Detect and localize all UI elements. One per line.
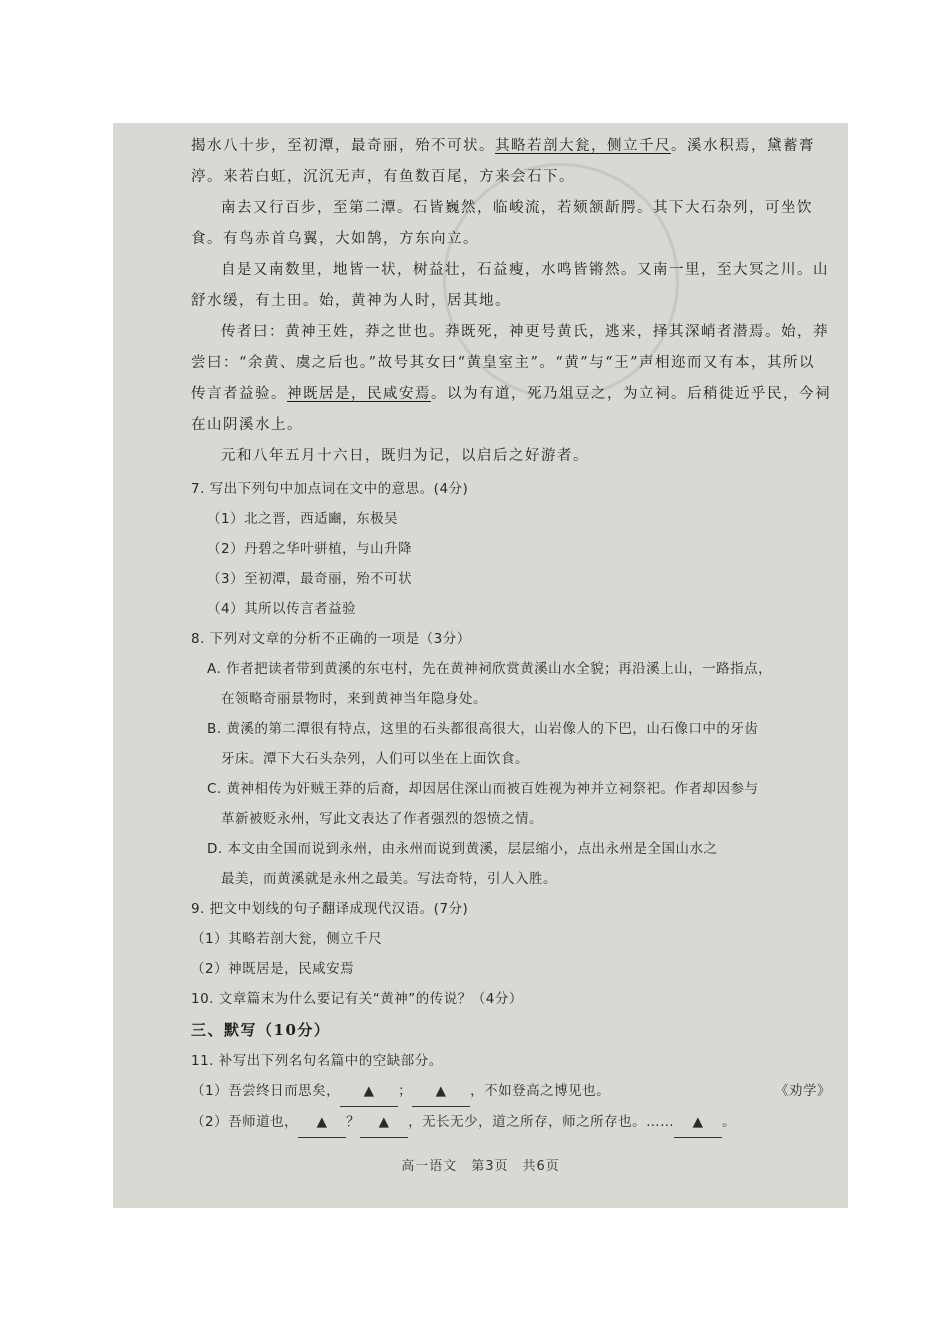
- question-10-stem: 10. 文章篇末为什么要记有关“黄神”的传说？（4分）: [191, 991, 523, 1007]
- exam-page: [191, 131, 831, 1138]
- question-7: [191, 474, 831, 624]
- answer-blank[interactable]: ▲: [340, 1076, 398, 1107]
- answer-blank[interactable]: ▲: [360, 1107, 408, 1138]
- option-b-continued: 牙床。潭下大石头杂列，人们可以坐在上面饮食。: [221, 751, 529, 767]
- section-3-title: 三、默写（10分）: [191, 1021, 331, 1039]
- question-8-stem: 8. 下列对文章的分析不正确的一项是（3分）: [191, 631, 471, 647]
- question-9-item: （2）神既居是，民咸安焉: [191, 961, 355, 977]
- question-7-item: （2）丹碧之华叶骈植，与山升降: [207, 541, 413, 557]
- question-8: [191, 624, 831, 894]
- question-7-item: （4）其所以传言者益验: [207, 601, 357, 617]
- question-9: [191, 894, 831, 984]
- exam-photo: [113, 123, 848, 1208]
- passage-paragraph-1: 揭水八十步，至初潭，最奇丽，殆不可状。其略若剖大瓮，侧立千尺。溪水积焉，黛蓄膏渟。来若白虹，沉沉无声，有鱼数百尾，方来会石下。: [191, 138, 815, 185]
- passage-paragraph-3: 自是又南数里，地皆一状，树益壮，石益瘦，水鸣皆锵然。又南一里，至大冥之川。山舒水缓，有土田。始，黄神为人时，居其地。: [191, 262, 829, 309]
- option-d-continued: 最美，而黄溪就是永州之最美。写法奇特，引人入胜。: [221, 871, 557, 887]
- question-11-line-1: （1）吾尝终日而思矣， ▲ ； ▲ ，不如登高之博见也。 《劝学》: [191, 1076, 831, 1107]
- option-c: C. 黄神相传为奸贼王莽的后裔，却因居住深山而被百姓视为神并立祠祭祀。作者却因参与: [207, 781, 759, 797]
- question-7-item: （3）至初潭，最奇丽，殆不可状: [207, 571, 413, 587]
- option-b: B. 黄溪的第二潭很有特点，这里的石头都很高很大，山岩像人的下巴，山石像口中的牙齿: [207, 721, 759, 737]
- answer-blank[interactable]: ▲: [298, 1107, 346, 1138]
- answer-blank[interactable]: ▲: [674, 1107, 722, 1138]
- source-label: 《劝学》: [775, 1083, 831, 1099]
- passage-paragraph-4: 传者曰：黄神王姓，莽之世也。莽既死，神更号黄氏，逃来，择其深峭者潜焉。始，莽尝曰：“余黄、虞之后也。”故号其女曰“黄皇室主”。“黄”与“王”声相迩而又有本，其所以传言者益验。神既居是，民咸安焉。以为有道，死乃俎豆之，为立祠。后稍徙近乎民，今祠在山阴溪水上。: [191, 324, 831, 433]
- answer-blank[interactable]: ▲: [412, 1076, 470, 1107]
- question-11-stem: 11. 补写出下列名句名篇中的空缺部分。: [191, 1053, 443, 1069]
- underlined-sentence-2: 神既居是，民咸安焉: [287, 386, 431, 402]
- passage-paragraph-2: 南去又行百步，至第二潭。石皆巍然，临峻流，若颏颔龂腭。其下大石杂列，可坐饮食。有鸟赤首乌翼，大如鹄，方东向立。: [191, 200, 813, 247]
- question-10: [191, 984, 831, 1014]
- option-a: A. 作者把读者带到黄溪的东屯村，先在黄神祠欣赏黄溪山水全貌；再沿溪上山，一路指点，: [207, 661, 773, 677]
- question-7-item: （1）北之晋，西适豳，东极吴: [207, 511, 399, 527]
- underlined-sentence-1: 其略若剖大瓮，侧立千尺: [495, 138, 671, 154]
- option-a-continued: 在领略奇丽景物时，来到黄神当年隐身处。: [221, 691, 487, 707]
- question-9-item: （1）其略若剖大瓮，侧立千尺: [191, 931, 383, 947]
- page-footer: 高一语文 第3页 共6页: [401, 1159, 560, 1174]
- question-11: [191, 1046, 831, 1138]
- question-9-stem: 9. 把文中划线的句子翻译成现代汉语。(7分): [191, 901, 469, 917]
- question-7-stem: 7. 写出下列句中加点词在文中的意思。(4分): [191, 481, 469, 497]
- option-c-continued: 革新被贬永州，写此文表达了作者强烈的怨愤之情。: [221, 811, 543, 827]
- question-11-line-2: （2）吾师道也， ▲ ？ ▲ ，无长无少，道之所存，师之所存也。…… ▲ 。: [191, 1107, 831, 1138]
- option-d: D. 本文由全国而说到永州，由永州而说到黄溪，层层缩小，点出永州是全国山水之: [207, 841, 718, 857]
- passage-paragraph-5: 元和八年五月十六日，既归为记，以启后之好游者。: [221, 448, 589, 464]
